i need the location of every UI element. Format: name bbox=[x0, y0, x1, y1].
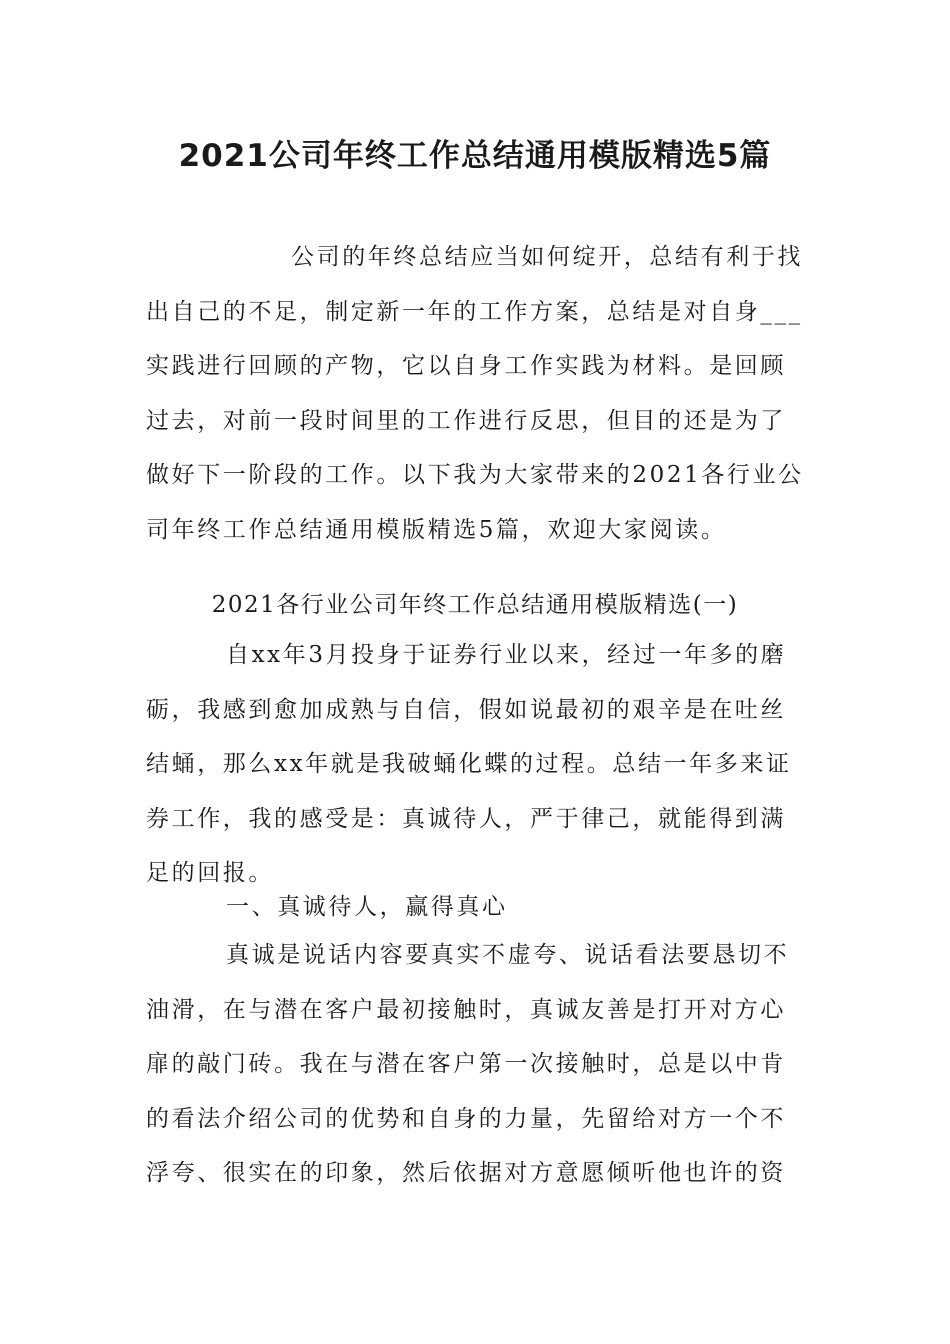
intro-line: 过去，对前一段时间里的工作进行反思，但目的还是为了 bbox=[146, 407, 786, 434]
body-line: 油滑，在与潜在客户最初接触时，真诚友善是打开对方心 bbox=[146, 996, 786, 1023]
intro-line: 出自己的不足，制定新一年的工作方案，总结是对自身___ bbox=[146, 298, 803, 325]
body-line: 真诚是说话内容要真实不虚夸、说话看法要恳切不 bbox=[226, 942, 790, 968]
intro-line: 做好下一阶段的工作。以下我为大家带来的2021各行业公 bbox=[146, 462, 804, 488]
intro-line: 公司的年终总结应当如何绽开，总结有利于找 bbox=[291, 244, 803, 270]
section-line: 砺，我感到愈加成熟与自信，假如说最初的艰辛是在吐丝 bbox=[146, 696, 786, 723]
subheading-paragraph bbox=[146, 880, 806, 935]
section-paragraph bbox=[146, 628, 806, 901]
section-line: 自xx年3月投身于证券行业以来，经过一年多的磨 bbox=[226, 642, 787, 668]
body-paragraph bbox=[146, 928, 806, 1201]
section-line: 券工作，我的感受是：真诚待人，严于律己，就能得到满 bbox=[146, 805, 786, 832]
body-line: 的看法介绍公司的优势和自身的力量，先留给对方一个不 bbox=[146, 1105, 786, 1132]
section-line: 足的回报。 bbox=[146, 860, 274, 886]
document-title: 2021公司年终工作总结通用模版精选5篇 bbox=[178, 138, 772, 174]
section-line: 结蛹，那么xx年就是我破蛹化蝶的过程。总结一年多来证 bbox=[146, 751, 792, 777]
intro-paragraph bbox=[146, 230, 806, 557]
body-line: 浮夸、很实在的印象，然后依据对方意愿倾听他也许的资 bbox=[146, 1160, 786, 1186]
section-title: 2021各行业公司年终工作总结通用模版精选(一) bbox=[211, 592, 739, 618]
body-line: 扉的敲门砖。我在与潜在客户第一次接触时，总是以中肯 bbox=[146, 1051, 786, 1077]
subheading-one: 一、真诚待人，赢得真心 bbox=[226, 894, 508, 920]
intro-line: 司年终工作总结通用模版精选5篇，欢迎大家阅读。 bbox=[146, 516, 727, 543]
intro-line: 实践进行回顾的产物，它以自身工作实践为材料。是回顾 bbox=[146, 353, 786, 379]
